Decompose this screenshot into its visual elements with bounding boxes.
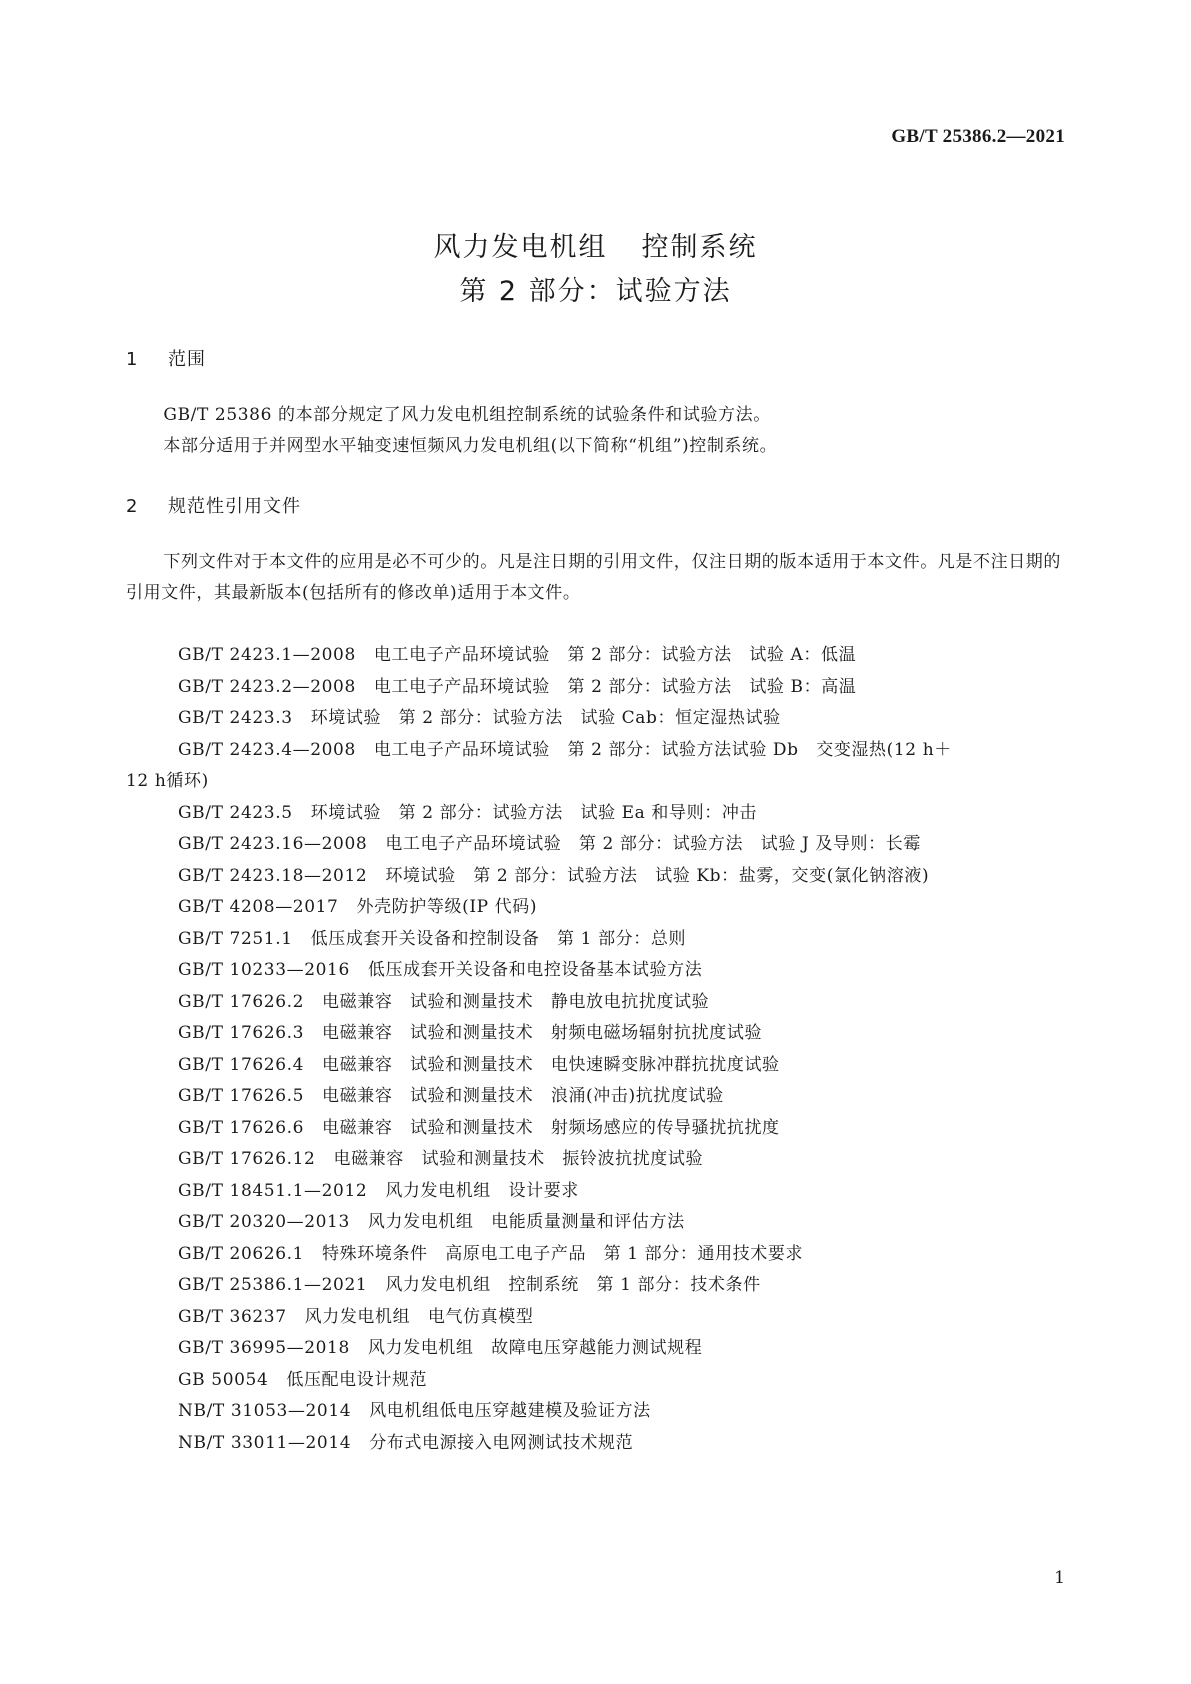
reference-code: GB/T 2423.4—2008 [178,739,356,760]
reference-item [178,1176,1078,1208]
reference-code: GB/T 36237 [178,1306,287,1327]
reference-code: GB/T 17626.12 [178,1149,316,1169]
reference-item [178,1302,1078,1334]
reference-title: 电工电子产品环境试验 第 2 部分：试验方法 试验 A：低温 [373,645,857,665]
reference-item [178,798,1078,830]
reference-list [126,640,1078,1459]
reference-item [178,672,1078,704]
reference-code: NB/T 33011—2014 [178,1432,352,1453]
reference-item [178,1428,1078,1460]
reference-code: GB/T 2423.5 [178,802,293,823]
reference-title: 特殊环境条件 高原电工电子产品 第 1 部分：通用技术要求 [322,1243,804,1264]
reference-code: GB/T 20320—2013 [178,1212,350,1232]
reference-title: 风力发电机组 电能质量测量和评估方法 [367,1212,685,1232]
reference-code: GB/T 17626.5 [178,1086,305,1106]
reference-title: 电磁兼容 试验和测量技术 静电放电抗扰度试验 [322,991,710,1012]
reference-title: 低压成套开关设备和电控设备基本试验方法 [367,960,703,980]
reference-title: 风力发电机组 电气仿真模型 [304,1306,534,1327]
section-number: 2 [126,496,139,517]
reference-code: GB/T 17626.4 [178,1054,305,1075]
title-line-1 [0,226,1191,270]
reference-code: GB/T 25386.1—2021 [178,1275,368,1295]
reference-code: GB/T 20626.1 [178,1243,305,1264]
reference-item [178,1050,1078,1082]
reference-item [178,1333,1078,1365]
reference-code: GB 50054 [178,1369,269,1390]
reference-code: GB/T 2423.18—2012 [178,865,368,886]
reference-item [178,1113,1078,1145]
reference-item [178,1081,1078,1113]
reference-item [178,1207,1078,1239]
reference-title: 电工电子产品环境试验 第 2 部分：试验方法 试验 B：高温 [373,676,857,697]
reference-code: GB/T 2423.3 [178,708,293,728]
title-part-1: 风力发电机组 [433,232,608,263]
reference-item [178,861,1078,893]
references-intro-paragraph: 下列文件对于本文件的应用是必不可少的。凡是注日期的引用文件，仅注日期的版本适用于本文件。凡是不注日期的引用文件，其最新版本(包括所有的修改单)适用于本文件。 [126,552,1061,603]
title-line-2: 第 2 部分：试验方法 [459,276,732,307]
reference-title: 风力发电机组 设计要求 [385,1180,579,1201]
reference-code: GB/T 4208—2017 [178,897,339,917]
reference-title: 环境试验 第 2 部分：试验方法 试验 Cab：恒定湿热试验 [310,708,781,728]
reference-title-continuation: 12 h循环) [126,771,209,791]
reference-code: GB/T 36995—2018 [178,1338,350,1358]
reference-code: GB/T 17626.3 [178,1023,305,1043]
reference-code: GB/T 10233—2016 [178,960,350,980]
reference-item [178,924,1078,956]
reference-item [178,892,1078,924]
reference-title: 电磁兼容 试验和测量技术 电快速瞬变脉冲群抗扰度试验 [322,1054,780,1075]
reference-code: GB/T 7251.1 [178,928,293,949]
reference-item [178,1270,1078,1302]
references-intro [126,547,1063,609]
reference-title: 电工电子产品环境试验 第 2 部分：试验方法试验 Db 交变湿热(12 h＋ [373,739,952,760]
reference-title: 风力发电机组 故障电压穿越能力测试规程 [367,1338,703,1358]
reference-title: 分布式电源接入电网测试技术规范 [369,1432,634,1453]
reference-title: 电磁兼容 试验和测量技术 振铃波抗扰度试验 [333,1149,704,1169]
scope-paragraph-2: 本部分适用于并网型水平轴变速恒频风力发电机组(以下简称“机组”)控制系统。 [163,436,778,456]
reference-code: GB/T 17626.6 [178,1117,305,1138]
section-title: 规范性引用文件 [168,496,301,517]
reference-item [178,987,1078,1019]
reference-item [178,703,1078,735]
reference-title: 电磁兼容 试验和测量技术 射频电磁场辐射抗扰度试验 [322,1023,763,1043]
reference-title: 低压成套开关设备和控制设备 第 1 部分：总则 [310,928,687,949]
standard-code: GB/T 25386.2—2021 [891,126,1065,147]
reference-code: GB/T 17626.2 [178,991,305,1012]
reference-title: 电磁兼容 试验和测量技术 浪涌(冲击)抗扰度试验 [322,1086,724,1106]
reference-title: 低压配电设计规范 [286,1369,428,1390]
reference-item [178,640,1078,672]
title-part-2: 控制系统 [641,232,758,263]
reference-item [178,1365,1078,1397]
reference-title: 环境试验 第 2 部分：试验方法 试验 Ea 和导则：冲击 [310,802,758,823]
reference-item [178,1396,1078,1428]
reference-item [178,1144,1078,1176]
reference-item [178,829,1078,861]
reference-item [178,1018,1078,1050]
section-number: 1 [126,349,139,370]
reference-code: GB/T 2423.2—2008 [178,676,356,697]
scope-paragraphs [126,400,1063,462]
reference-title: 风力发电机组 控制系统 第 1 部分：技术条件 [385,1275,761,1295]
reference-code: GB/T 18451.1—2012 [178,1180,368,1201]
reference-title: 外壳防护等级(IP 代码) [356,897,538,917]
reference-title: 环境试验 第 2 部分：试验方法 试验 Kb：盐雾，交变(氯化钠溶液) [385,865,930,886]
reference-item [178,955,1078,987]
reference-title: 风电机组低电压穿越建模及验证方法 [369,1401,651,1421]
reference-item [178,1239,1078,1271]
reference-code: GB/T 2423.1—2008 [178,645,356,665]
reference-item [126,735,1078,798]
scope-paragraph-1: GB/T 25386 的本部分规定了风力发电机组控制系统的试验条件和试验方法。 [163,405,771,425]
document-title [0,226,1191,314]
reference-title: 电磁兼容 试验和测量技术 射频场感应的传导骚扰抗扰度 [322,1117,780,1138]
reference-code: GB/T 2423.16—2008 [178,834,368,854]
section-heading-normative-references [126,492,301,518]
page-number: 1 [1054,1568,1065,1588]
section-title: 范围 [168,349,206,370]
reference-title: 电工电子产品环境试验 第 2 部分：试验方法 试验 J 及导则：长霉 [385,834,921,854]
section-heading-scope [126,345,206,371]
reference-code: NB/T 31053—2014 [178,1401,352,1421]
